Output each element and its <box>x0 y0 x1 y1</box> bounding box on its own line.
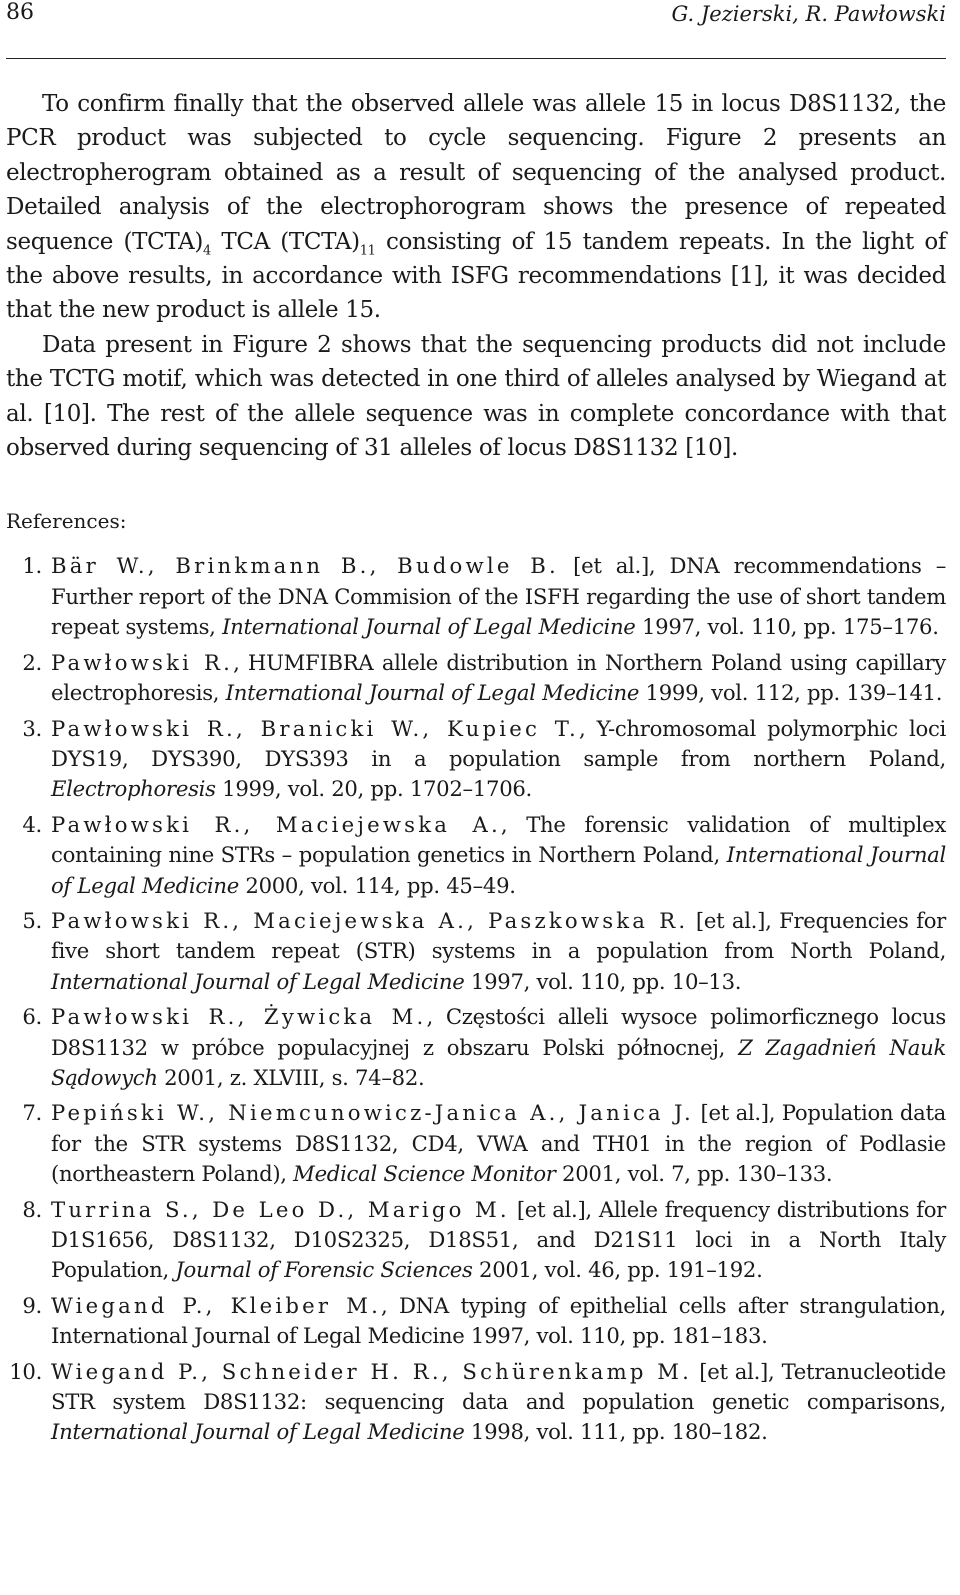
reference-journal: Journal of Forensic Sciences <box>175 1257 473 1283</box>
reference-list <box>6 551 946 1447</box>
reference-item <box>6 551 946 642</box>
page-header <box>6 0 946 59</box>
reference-journal: International Journal of Legal Medicine <box>51 968 465 994</box>
reference-authors: Pepiński W., Niemcunowicz-Janica A., Janica J. <box>51 1100 694 1126</box>
paragraph-1-text-a: To confirm finally that the observed allele was allele 15 in locus D8S1132, the PCR product was subjected to cycle sequencing. Figure 2 presents an electropherogram obtained as a result of sequencing of the analysed product. Detailed analysis of the electrophorogram shows the presence of repeated sequence (TCTA) <box>6 91 946 255</box>
reference-authors: Pawłowski R. <box>51 649 234 675</box>
reference-text: [et al.], DNA recommendations – Further report of the DNA Commision of the ISFH regarding the use of short tandem repeat systems, <box>51 553 946 640</box>
reference-text: , Y-chromosomal polymorphic loci DYS19, DYS390, DYS393 in a population sample from northern Poland, <box>51 715 946 771</box>
body-text <box>6 87 946 465</box>
reference-text: [et al.], Tetranucleotide STR system D8S1132: sequencing data and population genetic comparisons, <box>51 1358 946 1415</box>
reference-details: 1997, vol. 110, pp. 10–13. <box>464 968 742 994</box>
paragraph-2: Data present in Figure 2 shows that the sequencing products did not include the TCTG motif, which was detected in one third of alleles analysed by Wiegand at al. [10]. The rest of the allele sequence was in complete concordance with that observed during sequencing of 31 alleles of locus D8S1132 [10]. <box>6 331 946 462</box>
reference-details: 1997, vol. 110, pp. 175–176. <box>635 614 939 640</box>
reference-number: 10. <box>9 1358 42 1384</box>
running-title: G. Jezierski, R. Pawłowski <box>671 2 946 26</box>
paragraph-1-text-c: consisting of 15 tandem repeats. In the light of the above results, in accordance with ISFG recommendations [1], it was decided that the new product is allele 15. <box>6 228 946 324</box>
reference-item <box>6 1357 946 1448</box>
reference-journal: International Journal of Legal Medicine <box>51 1419 465 1445</box>
reference-text: [et al.], Population data for the STR systems D8S1132, CD4, VWA and TH01 in the region of Podlasie (northeastern Poland), <box>51 1100 947 1187</box>
reference-text: [et al.], Allele frequency distributions for D1S1656, D8S1132, D10S2325, D18S51, and D21S11 loci in a North Italy Population, <box>51 1196 946 1283</box>
reference-authors: Bär W., Brinkmann B., Budowle B. <box>51 553 559 579</box>
reference-details: 1999, vol. 112, pp. 139–141. <box>639 680 943 706</box>
reference-authors: Pawłowski R., Branicki W., Kupiec T. <box>51 715 579 741</box>
reference-authors: Wiegand P., Schneider H. R., Schürenkamp M. <box>51 1358 693 1384</box>
reference-item <box>6 714 946 805</box>
reference-number: 9. <box>22 1292 42 1318</box>
reference-item <box>6 648 946 709</box>
reference-text: , Częstości alleli wysoce polimorficznego locus D8S1132 w próbce populacyjnej z obszaru Polski północnej, <box>51 1004 946 1060</box>
reference-details: 2001, vol. 46, pp. 191–192. <box>472 1257 763 1283</box>
reference-details: 1999, vol. 20, pp. 1702–1706. <box>215 776 532 802</box>
paragraph-1 <box>6 87 946 328</box>
reference-details: 2000, vol. 114, pp. 45–49. <box>238 872 516 898</box>
reference-item <box>6 1291 946 1352</box>
reference-text: , The forensic validation of multiplex containing nine STRs – population genetics in Northern Poland, <box>51 811 946 868</box>
reference-number: 3. <box>22 715 42 741</box>
reference-details: 1998, vol. 111, pp. 180–182. <box>464 1419 768 1445</box>
reference-number: 7. <box>22 1100 42 1126</box>
reference-authors: Pawłowski R., Maciejewska A., Paszkowska R. <box>51 907 689 933</box>
reference-authors: Pawłowski R., Żywicka M. <box>51 1004 427 1030</box>
reference-journal: Electrophoresis <box>51 776 216 802</box>
reference-number: 8. <box>22 1196 42 1222</box>
reference-item <box>6 906 946 997</box>
paragraph-1-text-b: TCA (TCTA) <box>210 228 360 255</box>
reference-details: 2001, z. XLVIII, s. 74–82. <box>157 1064 425 1090</box>
reference-text: , DNA typing of epithelial cells after strangulation, International Journal of Legal Medicine 1997, vol. 110, pp. 181–183. <box>51 1292 946 1349</box>
reference-number: 6. <box>22 1004 42 1030</box>
reference-journal: International Journal of Legal Medicine <box>225 680 640 706</box>
reference-number: 1. <box>22 553 42 579</box>
reference-details: 2001, vol. 7, pp. 130–133. <box>555 1161 833 1187</box>
reference-authors: Turrina S., De Leo D., Marigo M. <box>51 1196 510 1222</box>
reference-authors: Wiegand P., Kleiber M. <box>51 1292 382 1318</box>
reference-journal: International Journal of Legal Medicine <box>222 614 636 640</box>
reference-journal: Z Zagadnień Nauk Sądowych <box>51 1034 947 1090</box>
subscript-4: 4 <box>202 243 211 259</box>
reference-item <box>6 1002 946 1093</box>
reference-item <box>6 810 946 901</box>
reference-journal: International Journal of Legal Medicine <box>51 842 946 898</box>
reference-text: [et al.], Frequencies for five short tandem repeat (STR) systems in a population from North Poland, <box>51 907 946 964</box>
reference-item <box>6 1195 946 1286</box>
subscript-11: 11 <box>359 243 376 259</box>
reference-journal: Medical Science Monitor <box>293 1161 556 1187</box>
reference-number: 4. <box>22 811 42 837</box>
references-heading: References: <box>6 509 127 534</box>
page-number: 86 <box>6 0 34 25</box>
reference-text: , HUMFIBRA allele distribution in Northern Poland using capillary electrophoresis, <box>51 649 946 706</box>
reference-item <box>6 1098 946 1189</box>
reference-authors: Pawłowski R., Maciejewska A. <box>51 811 501 837</box>
reference-number: 5. <box>22 907 42 933</box>
reference-number: 2. <box>22 649 42 675</box>
